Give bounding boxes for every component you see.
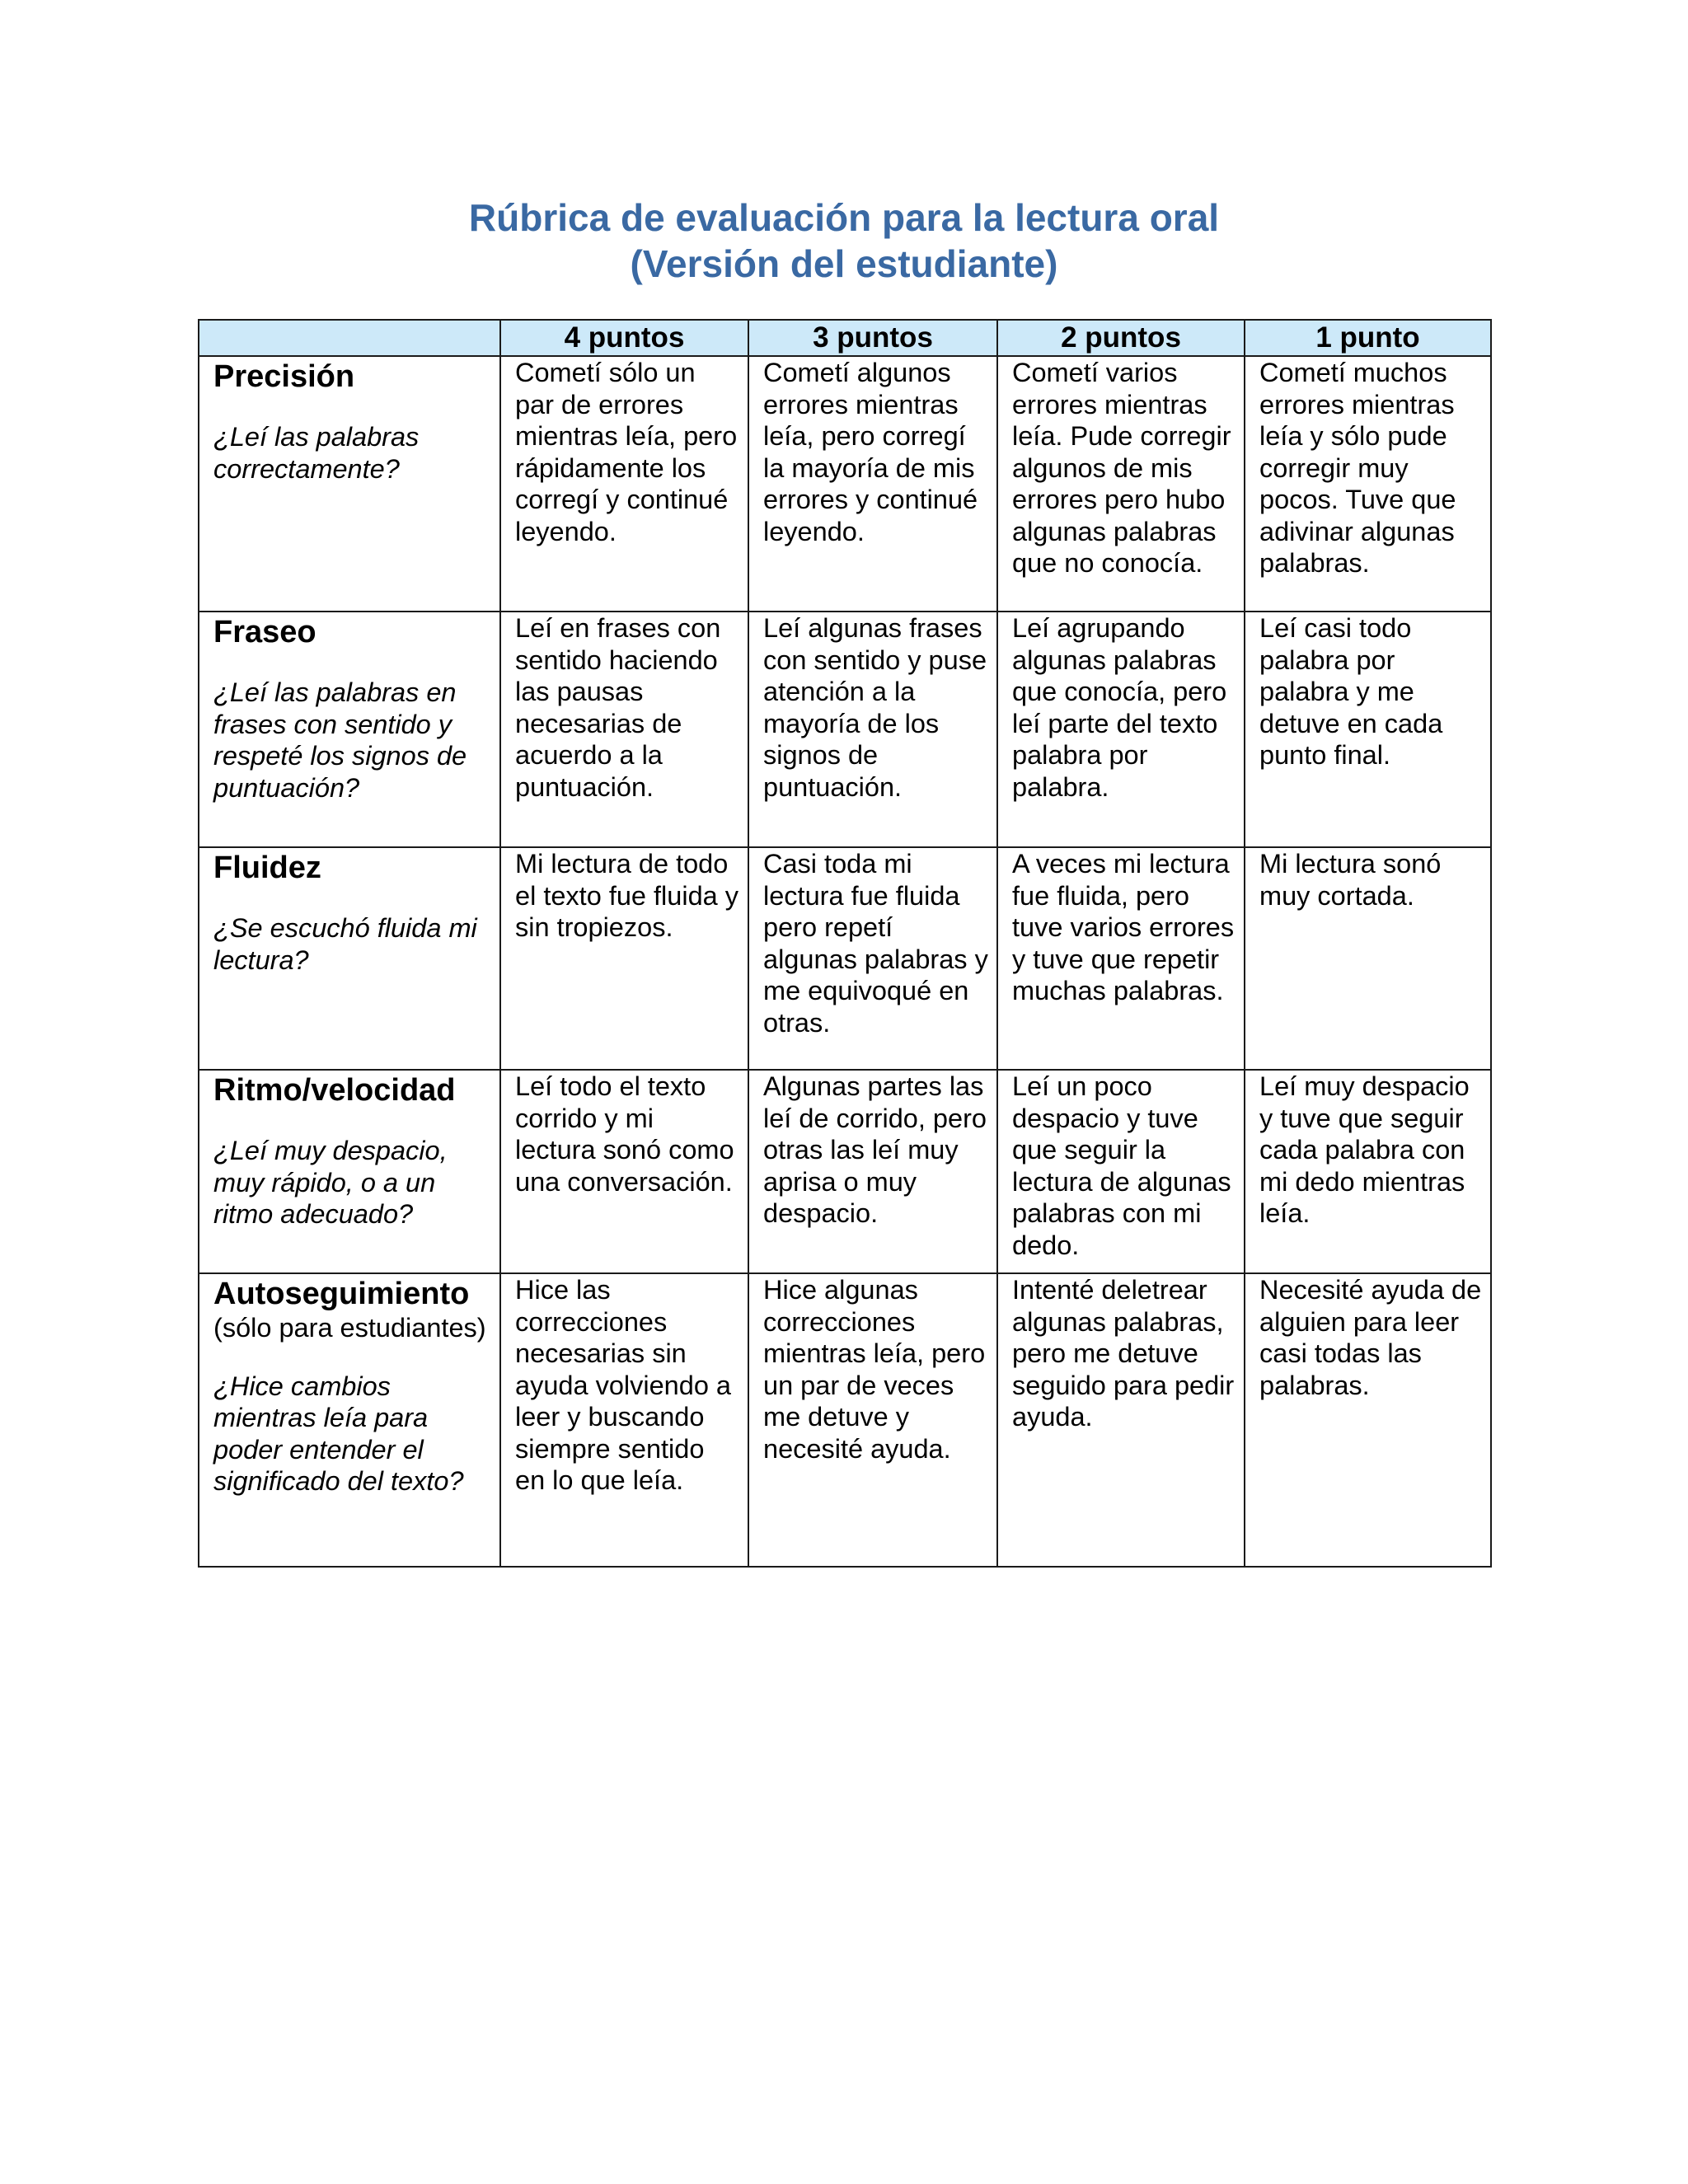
header-row — [199, 320, 1491, 356]
descriptor-cell: Mi lectura sonó muy cortada. — [1245, 847, 1491, 1070]
criterion-name: Autoseguimiento — [213, 1277, 470, 1311]
descriptor-cell: Cometí varios errores mientras leía. Pude corregir algunos de mis errores pero hubo algunas palabras que no conocía. — [997, 356, 1245, 612]
criterion-name: Fraseo — [213, 615, 316, 649]
descriptor-cell: Leí agrupando algunas palabras que conocía, pero leí parte del texto palabra por palabra. — [997, 612, 1245, 847]
descriptor-cell: Leí todo el texto corrido y mi lectura sonó como una conversación. — [500, 1070, 748, 1273]
criterion-cell — [199, 612, 500, 847]
title-line-1: Rúbrica de evaluación para la lectura oral — [468, 196, 1220, 239]
rubric-table — [198, 319, 1492, 1568]
header-cell-criterion — [199, 320, 500, 356]
criterion-question: ¿Se escuchó fluida mi lectura? — [213, 913, 477, 975]
table-row — [199, 1273, 1491, 1567]
descriptor-cell: Leí un poco despacio y tuve que seguir la lectura de algunas palabras con mi dedo. — [997, 1070, 1245, 1273]
criterion-name: Ritmo/velocidad — [213, 1073, 456, 1108]
descriptor-cell: Algunas partes las leí de corrido, pero otras las leí muy aprisa o muy despacio. — [748, 1070, 997, 1273]
descriptor-cell: Necesité ayuda de alguien para leer casi todas las palabras. — [1245, 1273, 1491, 1567]
descriptor-cell: A veces mi lectura fue fluida, pero tuve varios errores y tuve que repetir muchas palabras. — [997, 847, 1245, 1070]
criterion-question: ¿Leí las palabras correctamente? — [213, 422, 420, 484]
descriptor-cell: Hice algunas correcciones mientras leía, pero un par de veces me detuve y necesité ayuda. — [748, 1273, 997, 1567]
table-row — [199, 356, 1491, 612]
descriptor-cell: Leí casi todo palabra por palabra y me detuve en cada punto final. — [1245, 612, 1491, 847]
header-cell-4-puntos: 4 puntos — [500, 320, 748, 356]
criterion-question: ¿Hice cambios mientras leía para poder entender el significado del texto? — [213, 1371, 464, 1496]
descriptor-cell: Leí en frases con sentido haciendo las pausas necesarias de acuerdo a la puntuación. — [500, 612, 748, 847]
table-row — [199, 612, 1491, 847]
criterion-name: Fluidez — [213, 851, 321, 885]
descriptor-cell: Leí muy despacio y tuve que seguir cada palabra con mi dedo mientras leía. — [1245, 1070, 1491, 1273]
header-cell-3-puntos: 3 puntos — [748, 320, 997, 356]
descriptor-cell: Cometí sólo un par de errores mientras leía, pero rápidamente los corregí y continué leyendo. — [500, 356, 748, 612]
header-cell-2-puntos: 2 puntos — [997, 320, 1245, 356]
criterion-name: Precisión — [213, 359, 355, 394]
descriptor-cell: Leí algunas frases con sentido y puse atención a la mayoría de los signos de puntuación. — [748, 612, 997, 847]
descriptor-cell: Casi toda mi lectura fue fluida pero repetí algunas palabras y me equivoqué en otras. — [748, 847, 997, 1070]
criterion-subtitle: (sólo para estudiantes) — [213, 1313, 486, 1343]
criterion-question: ¿Leí las palabras en frases con sentido y respeté los signos de puntuación? — [213, 677, 467, 803]
table-row — [199, 1070, 1491, 1273]
descriptor-cell: Intenté deletrear algunas palabras, pero me detuve seguido para pedir ayuda. — [997, 1273, 1245, 1567]
criterion-cell — [199, 847, 500, 1070]
descriptor-cell: Cometí algunos errores mientras leía, pero corregí la mayoría de mis errores y continué leyendo. — [748, 356, 997, 612]
descriptor-cell: Hice las correcciones necesarias sin ayuda volviendo a leer y buscando siempre sentido en lo que leía. — [500, 1273, 748, 1567]
criterion-cell — [199, 1273, 500, 1567]
title-line-2: (Versión del estudiante) — [630, 242, 1058, 285]
criterion-question: ¿Leí muy despacio, muy rápido, o a un ritmo adecuado? — [213, 1136, 448, 1229]
table-row — [199, 847, 1491, 1070]
document-title — [0, 194, 1688, 287]
criterion-cell — [199, 356, 500, 612]
descriptor-cell: Cometí muchos errores mientras leía y sólo pude corregir muy pocos. Tuve que adivinar algunas palabras. — [1245, 356, 1491, 612]
header-cell-1-punto: 1 punto — [1245, 320, 1491, 356]
criterion-cell — [199, 1070, 500, 1273]
descriptor-cell: Mi lectura de todo el texto fue fluida y sin tropiezos. — [500, 847, 748, 1070]
